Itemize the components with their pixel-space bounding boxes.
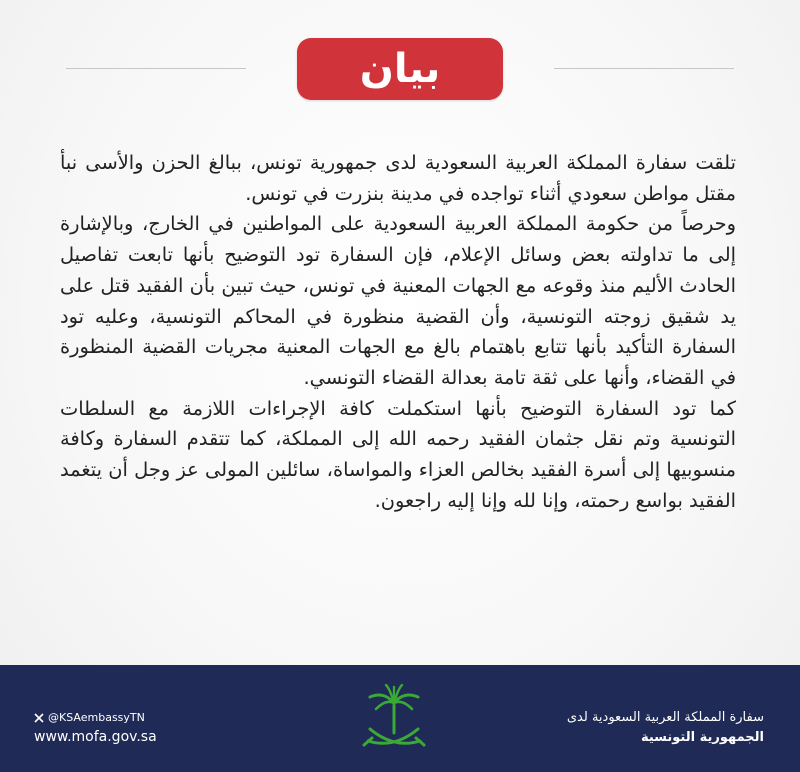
header-divider-left <box>66 68 246 69</box>
page-title: بيان <box>359 46 441 92</box>
org-name-line-1: سفارة المملكة العربية السعودية لدى <box>566 710 764 725</box>
social-handle-text: @KSAembassyTN <box>48 711 145 724</box>
palm-and-swords-emblem-icon <box>358 683 430 757</box>
org-name-line-2: الجمهورية التونسية <box>640 730 764 745</box>
statement-body <box>60 148 736 516</box>
social-handle[interactable] <box>34 710 157 726</box>
title-badge <box>297 38 503 100</box>
statement-paragraph-3: كما تود السفارة التوضيح بأنها استكملت كافة الإجراءات اللازمة مع السلطات التونسية وتم نقل جثمان الفقيد رحمه الله إلى المملكة، كما تتقدم السفارة وكافة منسوبيها إلى أسرة الفقيد بخالص العزاء والمواساة، سائلين المولى عز وجل أن يتغمد الفقيد بواسع رحمته، وإنا لله وإنا إليه راجعون. <box>60 396 736 512</box>
statement-paragraph-1: تلقت سفارة المملكة العربية السعودية لدى جمهورية تونس، ببالغ الحزن والأسى نبأ مقتل مواطن سعودي أثناء تواجده في مدينة بنزرت في تونس. <box>60 151 736 205</box>
footer-organization <box>567 708 764 748</box>
statement-paragraph-2: وحرصاً من حكومة المملكة العربية السعودية على المواطنين في الخارج، وبالإشارة إلى ما تداولته بعض وسائل الإعلام، فإن السفارة تود التوضيح بأنها تابعت تفاصيل الحادث الأليم منذ وقوعه مع الجهات المعنية في تونس، حيث تبين بأن الفقيد قتل على يد شقيق زوجته التونسية، وأن القضية منظورة في المحاكم التونسية، وعليه تود السفارة التأكيد بأنها تتابع باهتمام بالغ مع الجهات المعنية مجريات القضية المنظورة في القضاء، وأنها على ثقة تامة بعدالة القضاء التونسي. <box>60 212 736 389</box>
x-icon <box>34 713 44 723</box>
header-divider-right <box>554 68 734 69</box>
website-link[interactable]: www.mofa.gov.sa <box>34 729 157 745</box>
footer-contact <box>34 710 157 748</box>
footer-bar <box>0 665 800 772</box>
